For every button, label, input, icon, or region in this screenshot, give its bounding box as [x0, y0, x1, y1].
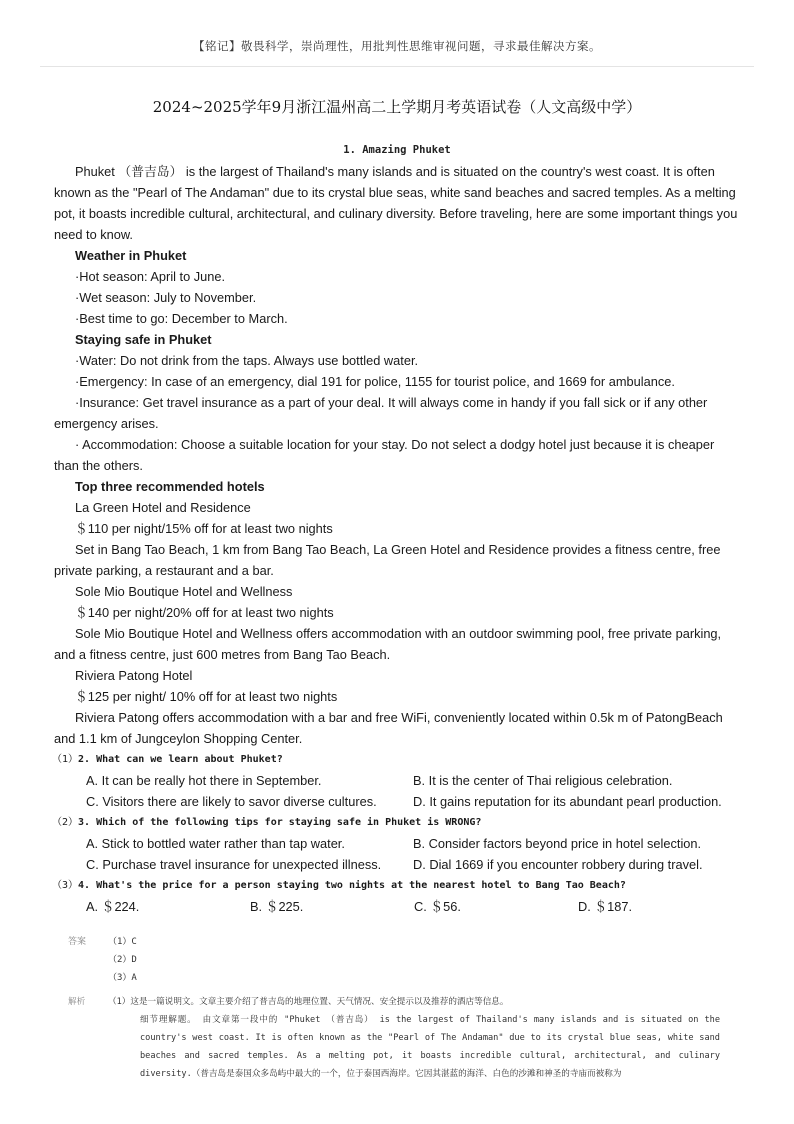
question-number: （1） [52, 754, 79, 765]
hotel-description: Riviera Patong offers accommodation with a bar and free WiFi, conveniently located within 0.5k m of PatongBeach and 1.1 km of Jungceylon Shopping Center. [54, 710, 723, 746]
question-text: 2. What can we learn about Phuket? [78, 754, 283, 765]
header-divider [40, 66, 754, 67]
question-2 [54, 812, 742, 875]
option-b: B. ＄225. [250, 899, 304, 914]
intro-paragraph: Phuket （普吉岛） is the largest of Thailand's many islands and is situated on the country's west coast. It is often known as the "Pearl of The Andaman" due to its crystal blue seas, white sand beaches and sacred temples. As a melting pot, it boasts incredible cultural, architectural, and culinary diversity. Before traveling, here are some important things you need to know. [54, 164, 738, 242]
question-stem [52, 875, 742, 896]
option-a: A. ＄224. [86, 899, 140, 914]
section-title: 1. Amazing Phuket [343, 144, 451, 156]
safety-item: ·Insurance: Get travel insurance as a part of your deal. It will always come in handy if you fall sick or if any other emergency arises. [54, 395, 708, 431]
hotel-name: Sole Mio Boutique Hotel and Wellness [75, 584, 293, 599]
option-a: A. Stick to bottled water rather than tap water. [86, 836, 345, 851]
passage-body [54, 161, 742, 917]
exam-title: 2024~2025学年9月浙江温州高二上学期月考英语试卷（人文高级中学） [152, 98, 642, 116]
option-d: D. Dial 1669 if you encounter robbery during travel. [413, 857, 703, 872]
question-stem [52, 749, 742, 770]
safety-item: · Accommodation: Choose a suitable location for your stay. Do not select a dodgy hotel just because it is cheaper than the others. [54, 437, 715, 473]
answer-item: （2）D [108, 955, 137, 965]
answer-label: 答案 [68, 937, 87, 947]
question-stem [52, 812, 742, 833]
answer-item: （3）A [108, 973, 137, 983]
hotels-heading: Top three recommended hotels [75, 479, 265, 494]
option-d: D. It gains reputation for its abundant pearl production. [413, 794, 722, 809]
explanation-summary: （1）这是一篇说明文。文章主要介绍了普吉岛的地理位置、天气情况、安全提示以及推荐的酒店等信息。 [108, 997, 509, 1007]
safety-item: ·Water: Do not drink from the taps. Always use bottled water. [75, 353, 419, 368]
answer-item: （1）C [108, 937, 137, 947]
hotel-name: Riviera Patong Hotel [75, 668, 193, 683]
hotel-description: Sole Mio Boutique Hotel and Wellness offers accommodation with an outdoor swimming pool, free private parking, and a fitness centre, just 600 metres from Bang Tao Beach. [54, 626, 722, 662]
option-c: C. Visitors there are likely to savor diverse cultures. [86, 794, 377, 809]
question-3 [54, 875, 742, 917]
weather-heading: Weather in Phuket [75, 248, 187, 263]
weather-item: ·Hot season: April to June. [75, 269, 226, 284]
option-a: A. It can be really hot there in September. [86, 773, 322, 788]
question-number: （3） [52, 880, 79, 891]
question-1 [54, 749, 742, 812]
weather-item: ·Wet season: July to November. [75, 290, 257, 305]
hotel-price: ＄125 per night/ 10% off for at least two nights [75, 689, 338, 704]
question-number: （2） [52, 817, 79, 828]
hotel-description: Set in Bang Tao Beach, 1 km from Bang Tao Beach, La Green Hotel and Residence provides a fitness centre, free private parking, a restaurant and a bar. [54, 542, 721, 578]
safety-item: ·Emergency: In case of an emergency, dial 191 for police, 1155 for tourist police, and 1669 for ambulance. [75, 374, 675, 389]
hotel-price: ＄140 per night/20% off for at least two nights [75, 605, 334, 620]
safety-heading: Staying safe in Phuket [75, 332, 212, 347]
explanation-label: 解析 [68, 997, 86, 1007]
hotel-price: ＄110 per night/15% off for at least two nights [75, 521, 333, 536]
option-d: D. ＄187. [578, 899, 633, 914]
explanation-detail: 细节理解题。 由文章第一段中的 "Phuket （普吉岛） is the largest of Thailand's many islands and is situated on the country's west coast. It is often known as the "Pearl of The Andaman" due to its crystal blue seas, white sand beaches and sacred temples. As a melting pot, it boasts incredible cultural, architectural, and culinary diversity.（普吉岛是泰国众多岛屿中最大的一个，位于泰国西海岸。它因其湛蓝的海洋、白色的沙滩和神圣的寺庙而被称为 [140, 1015, 720, 1079]
hotel-name: La Green Hotel and Residence [75, 500, 251, 515]
option-b: B. Consider factors beyond price in hotel selection. [413, 836, 702, 851]
option-c: C. Purchase travel insurance for unexpected illness. [86, 857, 382, 872]
question-text: 4. What's the price for a person staying two nights at the nearest hotel to Bang Tao Beach? [78, 880, 626, 891]
option-c: C. ＄56. [414, 899, 461, 914]
weather-item: ·Best time to go: December to March. [75, 311, 288, 326]
question-text: 3. Which of the following tips for staying safe in Phuket is WRONG? [78, 817, 482, 828]
option-b: B. It is the center of Thai religious celebration. [413, 773, 673, 788]
motto-header: 【铭记】敬畏科学，崇尚理性，用批判性思维审视问题，寻求最佳解决方案。 [193, 39, 601, 53]
